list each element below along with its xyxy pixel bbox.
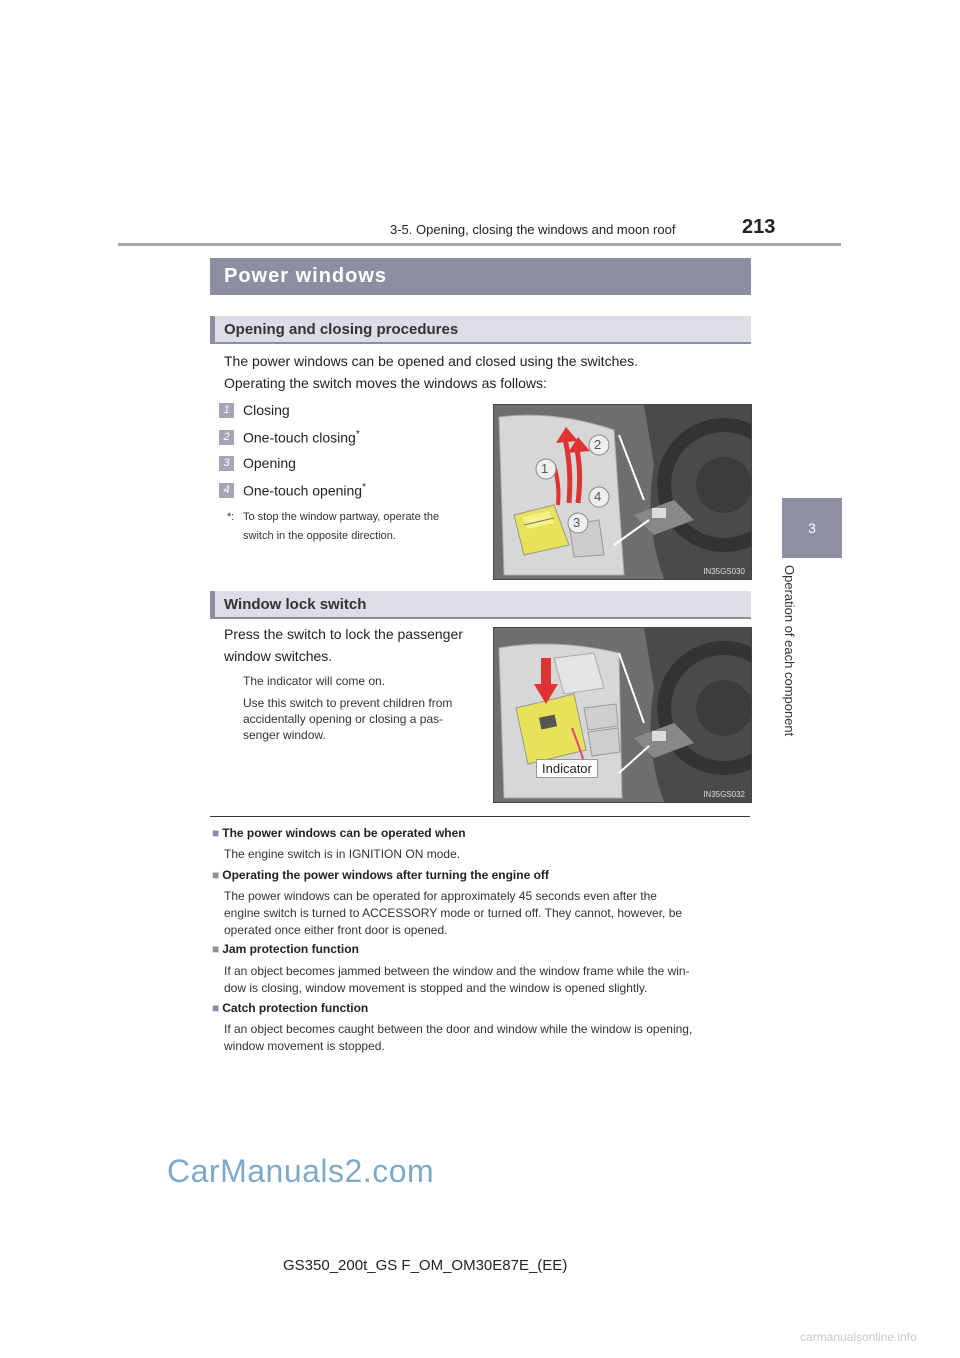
note-body-line: The engine switch is in IGNITION ON mode. [224, 847, 461, 861]
note-body-line: The power windows can be operated for approximately 45 seconds even after the [224, 889, 657, 903]
callout-2: 2 [594, 437, 602, 452]
list-item [243, 402, 290, 418]
chapter-label-text: Operation of each component [782, 565, 797, 737]
square-bullet-icon: ■ [212, 942, 220, 956]
list-item [243, 455, 296, 471]
note-heading [212, 1001, 368, 1015]
number-badge: 4 [219, 483, 234, 498]
header-section-title: 3-5. Opening, closing the windows and moon roof [390, 222, 676, 237]
square-bullet-icon: ■ [212, 826, 220, 840]
note-heading-text: Jam protection function [222, 942, 359, 956]
footnote-mark: *: [227, 511, 235, 523]
note-heading [212, 868, 549, 882]
window-lock-drawing [494, 628, 751, 802]
lock-intro-line-1: Press the switch to lock the passenger [224, 626, 463, 642]
lock-note-2-line-3: senger window. [243, 728, 326, 742]
chapter-label [770, 565, 810, 760]
window-switch-drawing [494, 405, 751, 579]
note-heading [212, 942, 359, 956]
intro-line-2: Operating the switch moves the windows as follows: [224, 375, 547, 391]
indicator-label: Indicator [536, 759, 598, 778]
footnote-line-2: switch in the opposite direction. [243, 530, 396, 542]
intro-line-1: The power windows can be opened and closed using the switches. [224, 353, 639, 369]
subsection-heading-opening: Opening and closing procedures [210, 316, 751, 344]
callout-4: 4 [594, 489, 602, 504]
note-body-line: If an object becomes jammed between the window and the window frame while the win- [224, 964, 690, 978]
watermark-link[interactable]: CarManuals2.com [167, 1153, 435, 1189]
window-switch-illustration [493, 404, 752, 580]
note-body-line: window movement is stopped. [224, 1039, 385, 1053]
window-lock-illustration [493, 627, 752, 803]
list-item-label: Opening [243, 455, 296, 471]
note-body-line: operated once either front door is opened. [224, 923, 448, 937]
lock-note-1: The indicator will come on. [243, 674, 386, 688]
asterisk-mark: * [362, 482, 366, 493]
list-item-label: One-touch opening [243, 482, 363, 499]
section-title: Power windows [210, 258, 751, 295]
lock-note-2-line-1: Use this switch to prevent children from [243, 696, 453, 710]
number-badge: 3 [219, 456, 234, 471]
callout-1: 1 [541, 461, 549, 476]
number-badge: 2 [219, 430, 234, 445]
list-item-label: One-touch closing [243, 429, 356, 446]
square-bullet-icon: ■ [212, 1001, 220, 1015]
list-item [243, 482, 366, 499]
lock-note-2-line-2: accidentally opening or closing a pas- [243, 712, 444, 726]
callout-3: 3 [573, 515, 581, 530]
note-heading [212, 826, 466, 840]
illustration-code: IN35GS030 [703, 567, 745, 576]
note-body-line: engine switch is turned to ACCESSORY mode or turned off. They cannot, however, be [224, 906, 683, 920]
notes-divider [210, 816, 750, 817]
square-bullet-icon: ■ [212, 868, 220, 882]
chapter-tab: 3 [782, 498, 842, 558]
note-heading-text: Operating the power windows after turning the engine off [222, 868, 549, 882]
note-heading-text: Catch protection function [222, 1001, 369, 1015]
number-badge: 1 [219, 403, 234, 418]
lock-intro-line-2: window switches. [224, 648, 333, 664]
site-watermark: carmanualsonline.info [800, 1330, 917, 1344]
note-body-line: If an object becomes caught between the door and window while the window is opening, [224, 1022, 693, 1036]
header-rule [118, 243, 841, 246]
subsection-heading-window-lock: Window lock switch [210, 591, 751, 619]
list-item-label: Closing [243, 402, 290, 418]
document-footer: GS350_200t_GS F_OM_OM30E87E_(EE) [283, 1257, 568, 1274]
asterisk-mark: * [355, 429, 360, 440]
note-heading-text: The power windows can be operated when [222, 826, 466, 840]
illustration-code: IN35GS032 [703, 790, 745, 799]
footnote-line-1: To stop the window partway, operate the [243, 511, 440, 523]
note-body-line: dow is closing, window movement is stopped and the window is opened slightly. [224, 981, 648, 995]
page-number: 213 [742, 216, 776, 238]
list-item [243, 429, 360, 446]
